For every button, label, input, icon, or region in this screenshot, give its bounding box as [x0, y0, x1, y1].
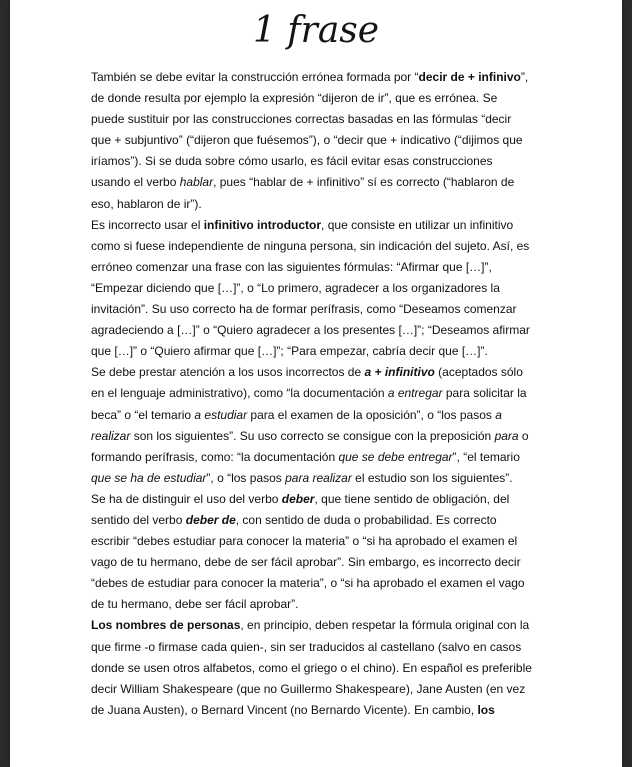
text-segment: (aceptados sólo [434, 365, 523, 380]
text-segment: como si fuese independiente de ninguna persona, sin indicación del sujeto. Así, es [91, 238, 530, 253]
text-segment: “debes de estudiar para conocer la materia”, o “si ha aprobado el examen el vago [91, 576, 525, 591]
text-segment: erróneo comenzar una frase con las siguientes fórmulas: “Afirmar que […]”, [91, 259, 492, 274]
text-line [91, 700, 553, 721]
text-segment: de tu hermano, debe ser fácil aprobar”. [91, 597, 299, 612]
text-line [91, 362, 553, 383]
body-text [91, 67, 553, 721]
text-segment: el estudio son los siguientes”. [351, 470, 513, 485]
text-line [91, 637, 553, 658]
text-line [91, 383, 553, 404]
text-segment: son los siguientes”. Su uso correcto se consigue con la preposición [130, 428, 495, 443]
text-line [91, 257, 553, 278]
text-segment: , en principio, deben respetar la fórmula original con la [240, 618, 530, 633]
italic-text: para realizar [285, 470, 352, 485]
page-title: 1 frase [252, 10, 380, 51]
text-segment: Se ha de distinguir el uso del verbo [91, 491, 282, 506]
italic-text: realizar [91, 428, 131, 443]
text-line [91, 594, 553, 615]
text-line [91, 278, 553, 299]
italic-text: a estudiar [194, 407, 248, 422]
text-segment: ”, [520, 70, 529, 84]
bold-text: deber [281, 491, 315, 506]
italic-text: para [494, 428, 519, 443]
text-line [91, 510, 553, 531]
text-segment: que […]” o “Quiero afirmar que […]”; “Para empezar, cabría decir que […]”. [91, 344, 488, 359]
bold-text: Los nombres de personas [91, 618, 241, 633]
text-segment: formando perífrasis, como: “la documentación [91, 449, 339, 464]
text-segment: agradeciendo a […]” o “Quiero agradecer a los presentes […]”; “Deseamos afirmar [91, 323, 530, 338]
text-segment: usando el verbo [91, 175, 180, 190]
text-line [91, 426, 553, 447]
text-line [91, 531, 553, 552]
text-line [91, 236, 553, 257]
bold-text: infinitivo introductor [203, 217, 322, 232]
italic-text: que se ha de estudiar [91, 470, 207, 485]
text-segment: invitación”. Su uso correcto ha de formar perífrasis, como “Deseamos comenzar [91, 302, 517, 317]
text-segment: beca” o “el temario [91, 407, 195, 422]
text-segment: para solicitar la [442, 386, 527, 401]
text-line [91, 320, 553, 341]
text-line [91, 405, 553, 426]
bold-text: deber de [185, 512, 236, 527]
text-line [91, 109, 553, 130]
text-segment: de donde resulta por ejemplo la expresión “dijeron de ir”, que es errónea. Se [91, 91, 498, 106]
text-segment: puede sustituir por las construcciones correctas basadas en las fórmulas “decir [91, 112, 512, 127]
text-line [91, 215, 553, 236]
document-page [10, 0, 622, 767]
text-line [91, 151, 553, 172]
bold-text: a + infinitivo [364, 365, 435, 380]
text-line [91, 299, 553, 320]
text-line [91, 679, 553, 700]
text-line [91, 615, 553, 636]
text-segment: , que tiene sentido de obligación, del [314, 491, 510, 506]
italic-text: a [495, 407, 502, 422]
text-segment: que firme -o firmase cada quien-, sin ser traducidos al castellano (salvo en casos [91, 639, 522, 654]
text-segment: “Empezar diciendo que […]”, o “Lo primero, agradecer a los organizadores la [91, 280, 500, 295]
bold-text: los [477, 702, 495, 717]
text-line [91, 489, 553, 510]
text-segment: sentido del verbo [91, 512, 186, 527]
text-segment: eso, hablaron de ir”). [91, 196, 202, 211]
text-line [91, 552, 553, 573]
text-line [91, 658, 553, 679]
text-segment: , pues “hablar de + infinitivo” sí es correcto (“hablaron de [213, 175, 515, 190]
text-segment: ”, “el temario [452, 449, 520, 464]
text-segment: de Juana Austen), o Bernard Vincent (no Bernardo Vicente). En cambio, [91, 702, 478, 717]
text-segment: escribir “debes estudiar para conocer la materia” o “si ha aprobado el examen el [91, 534, 518, 549]
text-segment: Es incorrecto usar el [91, 217, 204, 232]
italic-text: que se debe entregar [338, 449, 453, 464]
text-segment: iríamos”). Si se duda sobre cómo usarlo, es fácil evitar esas construcciones [91, 154, 493, 169]
text-segment: que + subjuntivo” (“dijeron que fuésemos”), o “decir que + indicativo (“dijimos que [91, 133, 523, 148]
italic-text: hablar [179, 175, 214, 190]
text-segment: ”, o “los pasos [206, 470, 286, 485]
text-line [91, 194, 553, 215]
text-line [91, 88, 553, 109]
text-segment: , que consiste en utilizar un infinitivo [321, 217, 514, 232]
text-segment: , con sentido de duda o probabilidad. Es correcto [235, 512, 497, 527]
text-segment: para el examen de la oposición”, o “los pasos [247, 407, 496, 422]
text-line [91, 468, 553, 489]
text-segment: También se debe evitar la construcción errónea formada por “ [91, 70, 419, 84]
text-segment: Se debe prestar atención a los usos incorrectos de [91, 365, 365, 380]
text-line [91, 130, 553, 151]
text-line [91, 341, 553, 362]
text-line [91, 67, 553, 88]
text-line [91, 573, 553, 594]
text-segment: donde se usen otros alfabetos, como el griego o el chino). En español es preferible [91, 660, 532, 675]
italic-text: a entregar [387, 386, 443, 401]
text-segment: o [518, 428, 529, 443]
text-segment: en el lenguaje administrativo), como “la documentación [91, 386, 388, 401]
bold-text: decir de + infinivo [418, 70, 521, 84]
text-line [91, 172, 553, 193]
text-line [91, 447, 553, 468]
text-segment: vago de tu hermano, debe de ser fácil aprobar”. Sin embargo, es incorrecto decir [91, 555, 521, 570]
text-segment: decir William Shakespeare (que no Guillermo Shakespeare), Jane Austen (en vez [91, 681, 526, 696]
